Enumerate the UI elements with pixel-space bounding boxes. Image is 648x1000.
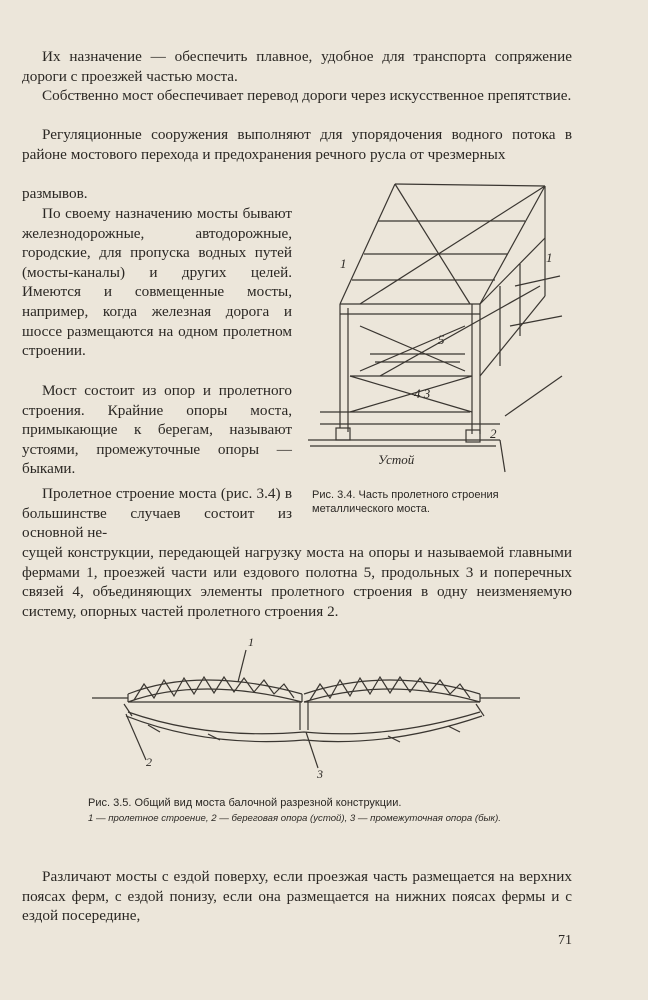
fig34-label-1-right: 1 (546, 250, 553, 265)
paragraph-purpose: Их назначение — обеспечить плавное, удобное для транспорта сопряжение дороги с проезжей частью моста. (22, 48, 572, 85)
fig34-label-1-left: 1 (340, 256, 347, 271)
fig34-label-5: 5 (438, 332, 445, 347)
figure-3-5-bridge-drawing (88, 632, 528, 782)
fig35-label-1: 1 (248, 635, 254, 649)
fig34-label-2: 2 (490, 426, 497, 441)
fig34-label-4-3: 4 3 (414, 386, 431, 401)
fig34-label-ustoy: Устой (378, 452, 415, 467)
paragraph-supports: Мост состоит из опор и пролетного строения. Крайние опоры моста, примыкающие к берегам, называют устоями, промежуточные опоры — быками. (22, 382, 292, 478)
paragraph-regulation-end: размывов. (22, 185, 88, 202)
page-number: 71 (558, 933, 572, 948)
paragraph-span-continued: сущей конструкции, передающей нагрузку моста на опоры и называемой главными фермами 1, проезжей части или ездового полотна 5, продольных 3 и поперечных связей 4, объединяющих элементы пролетного строения в одну неизменяемую систему, опорных частей пролетного строения 2. (22, 544, 572, 620)
paragraph-deck-position: Различают мосты с ездой поверху, если проезжая часть размещается на верхних поясах ферм, с ездой понизу, если она размещается на нижних поясах фермы и с ездой посередине, (22, 868, 572, 925)
fig35-label-2: 2 (146, 755, 152, 769)
figure-3-4-truss-drawing (300, 176, 575, 476)
paragraph-purpose-types: По своему назначению мосты бывают железнодорожные, автодорожные, городские, для пропуска водных путей (мосты-каналы) и других целей. Имеются и совмещенные мосты, например, когда железная дорога и шоссе размещаются на одном пролетном строении. (22, 205, 292, 360)
figure-3-5-caption: Рис. 3.5. Общий вид моста балочной разрезной конструкции. (88, 797, 402, 809)
fig35-label-3: 3 (317, 767, 323, 781)
figure-3-4-caption: Рис. 3.4. Часть пролетного строения металлического моста. (312, 489, 499, 515)
paragraph-span-start: Пролетное строение моста (рис. 3.4) в большинстве случаев состоит из основной не- (22, 485, 292, 542)
figure-3-5-legend: 1 — пролетное строение, 2 — береговая опора (устой), 3 — промежуточная опора (бык). (88, 813, 501, 824)
paragraph-regulation: Регуляционные сооружения выполняют для упорядочения водного потока в районе мостового перехода и предохранения речного русла от чрезмерных (22, 126, 572, 163)
paragraph-bridge-itself: Собственно мост обеспечивает перевод дороги через искусственное препятствие. (42, 87, 572, 104)
